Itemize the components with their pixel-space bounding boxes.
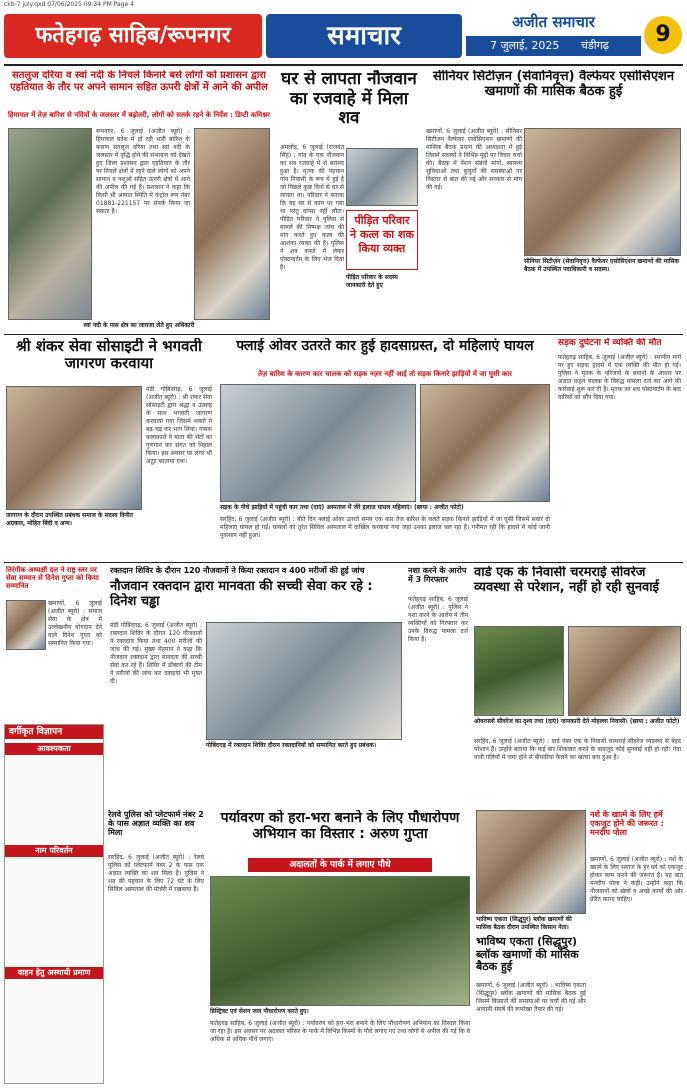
story-flood-alert [4, 70, 274, 332]
accident-car-photo [220, 384, 416, 502]
story-photo [524, 128, 681, 256]
story-headline: वार्ड एक के निवासी चरमराई सीवरेज व्यवस्था से परेशान, नहीं हो रही सुनवाई [474, 566, 660, 595]
issue-date: 7 जुलाई, 2025 [490, 39, 560, 52]
story-headline: नशा करने के आरोप में 3 गिरफ्तार [408, 566, 467, 585]
story-photo-caption: डिस्ट्रिक्ट एवं सेशन जज पौधारोपण करते हुए। [210, 1008, 309, 1015]
story-body: फतेहगढ़ साहिब, 6 जुलाई (अजीत ब्यूरो) : पर्यावरण को हरा-भरा बनाने के लिए पौधारोपण अभियान का विस्तार किया जा रहा है। इस अवसर पर अदालत परिसर के पार्क में विभिन्न किस्मों के पौधे लगाए गए तथा लोगों से अपील की गई कि वे अधिक से अधिक पौधे लगाएं। [210, 1020, 470, 1043]
story-photo-caption: सीनियर सिटीज़न (सेवानिवृत्त) वैल्फेयर एसोसिएशन खमाणों की मासिक बैठक में उपस्थित पदाधिकारी व सदस्य। [524, 258, 680, 273]
story-photo-caption: पीड़ित परिवार के सदस्य जानकारी देते हुए [346, 274, 398, 289]
story-body: सरहिंद, 6 जुलाई (अजीत ब्यूरो) : रेलवे पुलिस को प्लेटफार्म नंबर 2 के पास एक अज्ञात व्यक्ति का शव मिला है। पुलिस ने शव की पहचान के लिए 72 घंटे के लिए सिविल अस्पताल की मोर्चरी में रखवाया है। [108, 854, 204, 893]
story-body: सरहिंद, 6 जुलाई (अजीत ब्यूरो) : बीते दिन फ्लाई ओवर उतरते समय एक कार तेज़ बारिश के चलते सड़क किनारे झाड़ियों में जा घुसी जिसमें सवार दो महिलाएं घायल हो गईं। घायलों को तुरंत सिविल अस्पताल में दाखिल करवाया गया जहां उनका इलाज चल रहा है। गनीमत रही कि हादसे में कोई जानी नुकसान नहीं हुआ। [220, 516, 550, 539]
classified-section-wanted: आवश्यकता [5, 743, 103, 755]
story-senior-citizens [424, 70, 683, 332]
story-sewerage [472, 566, 683, 806]
print-info-bar: ckb-7 july.qxd 07/06/2025 09:34 PM Page 4 [0, 0, 687, 10]
story-missing-youth [278, 70, 420, 332]
story-headline: रेलवे पुलिस को प्लेटफार्म नंबर 2 के पास अज्ञात व्यक्ति का शव मिला [108, 810, 204, 838]
classified-ads [4, 724, 104, 1084]
story-road-death [556, 338, 683, 558]
story-body: फतेहगढ़ साहिब, 6 जुलाई (अजीत ब्यूरो) : पुलिस ने नशा करने के आरोप में तीन व्यक्तियों को गिरफ्तार कर उनके विरुद्ध मामला दर्ज किया है। [408, 596, 468, 643]
story-headline: भाविष्य एकता (सिद्धूपुर) ब्लॉक खमाणों की मासिक बैठक हुई [476, 935, 579, 974]
classified-title: वर्गीकृत विज्ञापन [5, 725, 103, 739]
story-body: सरहिंद, 6 जुलाई (अजीत ब्यूरो) : वार्ड नंबर एक के निवासी चरमराई सीवरेज व्यवस्था से बेहद परेशान हैं। उन्होंने बताया कि कई बार शिकायत करने के बावजूद कोई सुनवाई नहीं हो रही। गंदा पानी गलियों में जमा होने से बीमारियां फैलने का खतरा बना हुआ है। [474, 738, 681, 761]
story-photo [346, 148, 418, 206]
section-divider [4, 562, 683, 563]
story-flyover-accident [218, 338, 552, 558]
residents-photo [568, 626, 681, 716]
issue-city: चंडीगढ़ [580, 39, 609, 52]
flood-photo-left [8, 128, 92, 320]
injured-women-photo [420, 384, 550, 502]
masthead-rule [4, 64, 683, 66]
story-photo-caption: सड़क के नीचे झाड़ियों में पहुंची कार तथा (दाएं) अस्पताल में जेरे इलाज घायल महिलाएं। (छाया : अजीत फोटो) [220, 504, 464, 511]
story-body: फतेहगढ़ साहिब, 6 जुलाई (अजीत ब्यूरो) : स्थानीय मार्ग पर हुए सड़क हादसे में एक व्यक्ति की मौत हो गई। पुलिस ने मृतक के परिजनों के बयानों के आधार पर अज्ञात वाहन चालक के विरुद्ध मामला दर्ज कर आगे की कार्रवाई शुरू कर दी है। मृतक का शव पोस्टमार्टम के बाद वारिसों को सौंप दिया गया। [558, 354, 681, 401]
story-photo-caption: गोबिंदगढ़ में रक्तदान शिविर दौरान रक्तदानियों को सम्मानित करते हुए प्रबंधक। [206, 742, 377, 749]
story-headline: तिरंगीक अध्यक्षी दल ने राष्ट्र स्तर पर सेवा सम्मान से दिनेश गुप्ता को किया सम्मानित [6, 566, 99, 591]
story-body: रूपनगर, 6 जुलाई (अजीत ब्यूरो) : हिमाचल प्रदेश में हो रही भारी बारिश के कारण सतलुज दरिया तथा स्वां नदी के जलस्तर में वृद्धि होने की संभावना को देखते हुए जिला प्रशासन द्वारा एहतियात के तौर पर निचले क्षेत्रों में रहने वाले लोगों को अपने सामान व पशुओं सहित ऊपरी क्षेत्रों में आने की अपील की गई है। प्रशासन ने कहा कि किसी भी आपात स्थिति में कंट्रोल रूम नंबर 01881-221157 पर संपर्क किया जा सकता है। [96, 128, 190, 215]
plantation-photo [210, 876, 470, 1006]
story-headline: नशे के खात्मे के लिए हमें एकजुट होने की जरूरत : मनदीप पोला [590, 810, 664, 838]
masthead-section-title: समाचार [266, 14, 462, 58]
story-photo-caption: स्वां नदी के पास क्षेत्र का जायजा लेते हुए अधिकारी [83, 322, 195, 329]
section-divider [4, 334, 683, 335]
story-plantation [208, 810, 472, 1084]
person-photo [6, 600, 46, 650]
newspaper-logo: अजीत समाचार [512, 13, 595, 31]
story-headline: नौजवान रक्तदान द्वारा मानवता की सच्ची सेवा कर रहे : दिनेश चड्ढा [110, 579, 373, 609]
story-headline: फ्लाई ओवर उतरते कार हुई हादसाग्रस्त, दो महिलाएं घायल [236, 338, 534, 354]
story-body: खमाणों, 6 जुलाई (अजीत ब्यूरो) : सीनियर सिटीज़न वैल्फेयर एसोसिएशन खमाणों की मासिक बैठक प्रधान की अध्यक्षता में हुई जिसमें सदस्यों ने विभिन्न मुद्दों पर विचार चर्चा की। बैठक में पेंशन संबंधी मांगों, स्वास्थ्य सुविधाओं तथा बुजुर्गों की समस्याओं पर विस्तार से बात की गई और सरकार से मांग की गई। [426, 128, 522, 191]
story-photo [206, 622, 402, 740]
issue-date-bar [466, 36, 641, 56]
story-photo-caption: जागरण के दौरान उपस्थित प्रबंधक समाज के सदस्य विनीत अग्रवाल, मोहित बिंदी व अन्य। [6, 512, 133, 527]
story-photo-caption: ओवरफ्लो सीवरेज का दृश्य तथा (दाएं) जानकारी देते मोहल्ला निवासी। (छाया : अजीत फोटो) [474, 718, 680, 725]
story-blood-donation [108, 566, 404, 806]
story-headline: सड़क दुर्घटना में व्यक्ति की मौत [558, 338, 662, 348]
classified-text [5, 755, 103, 845]
story-body: अमलोह, 6 जुलाई (राजवंत सिंह) : गांव के एक नौजवान का शव रजवाहे में से बरामद हुआ है। मृतक की पहचान गांव निवासी के रूप में हुई है जो पिछले कुछ दिनों से घर से लापता था। परिवार ने बताया कि वह घर से काम पर गया था परंतु वापस नहीं लौटा। पीड़ित परिवार ने पुलिस से मामले की निष्पक्ष जांच की मांग करते हुए कत्ल की आशंका व्यक्त की है। पुलिस ने शव कब्जे में लेकर पोस्टमार्टम के लिए भेज दिया है। [280, 144, 344, 271]
masthead [4, 12, 683, 62]
flood-photo-right [194, 128, 270, 320]
story-body: खमाणों, 6 जुलाई (अजीत ब्यूरो) : नशे के खात्मे के लिए समाज के हर वर्ग को एकजुट होकर काम करने की जरूरत है। यह बात मनदीप पोला ने कही। उन्होंने कहा कि नौजवानों को खेलों व अच्छे कार्यों की ओर प्रेरित करना चाहिए। [590, 856, 683, 903]
story-bhagwati-jagran [4, 338, 214, 558]
classified-text [5, 857, 103, 967]
page-number: 9 [644, 16, 682, 54]
story-headline: पर्यावरण को हरा-भरा बनाने के लिए पौधारोपण अभियान का विस्तार : अरुण गुप्ता [220, 810, 460, 843]
story-photo-caption: भाविष्य एकता (सिद्धूपुर) ब्लॉक खमाणों की मासिक बैठक दौरान उपस्थित किसान नेता। [476, 916, 572, 931]
story-anti-drug [590, 810, 683, 1084]
story-body: मंडी गोबिंदगढ़, 6 जुलाई (अजीत ब्यूरो) : श्री शंकर सेवा सोसाइटी द्वारा श्रद्धा व उत्साह के साथ भगवती जागरण करवाया गया जिसमें भक्तों ने बढ़-चढ़ कर भाग लिया। गायक कलाकारों ने माता की भेंटों का गुणगान कर संगत को निहाल किया। इस अवसर पर लंगर भी अटूट बरताया गया। [146, 386, 212, 465]
classified-section-vehicle: वाहन हेतु अस्थायी प्रमाण [5, 967, 103, 979]
story-kicker: रक्तदान शिविर के दौरान 120 नौजवानों ने किया रक्तदान व 400 मरीजों की हुई जांच [110, 566, 365, 575]
story-body: खमाणों, 6 जुलाई (अजीत ब्यूरो) : समाज सेवा के क्षेत्र में उल्लेखनीय योगदान देने वाले दिनेश गुप्ता को सम्मानित किया गया। [48, 600, 102, 647]
story-photo [476, 810, 586, 914]
story-headline: सतलुज दरिया व स्वां नदी के निचले किनारे बसे लोगों को प्रशासन द्वारा एहतियात के तौर पर अपने सामान सहित ऊपरी क्षेत्रों में आने की अपील [10, 70, 268, 93]
story-farmers-meeting [476, 810, 586, 1084]
story-headline: सीनियर सिटीज़न (सेवानिवृत्त) वैल्फेयर एसोसिएशन खमाणों की मासिक बैठक हुई [432, 70, 675, 99]
story-body: मंडी गोबिंदगढ़, 6 जुलाई (अजीत ब्यूरो) : रक्तदान शिविर के दौरान 120 नौजवानों ने रक्तदान किया तथा 400 मरीजों की जांच की गई। मुख्य मेहमान ने कहा कि नौजवान रक्तदान द्वारा मानवता की सच्ची सेवा कर रहे हैं। शिविर में डॉक्टरों की टीम ने मरीजों की जांच कर दवाइयां भी मुफ्त दीं। [110, 622, 202, 685]
story-headline: घर से लापता नौजवान का रजवाहे में मिला शव [281, 70, 417, 129]
story-body: खमाणों, 6 जुलाई (अजीत ब्यूरो) : भाविष्य एकता (सिद्धूपुर) ब्लॉक खमाणों की मासिक बैठक हुई जिसमें किसानों की समस्याओं पर चर्चा की गई और आगामी संघर्ष की रूपरेखा तैयार की गई। [476, 982, 586, 1013]
story-photo [6, 386, 142, 510]
masthead-region-title: फतेहगढ़ साहिब/रूपनगर [4, 14, 262, 58]
masthead-brand-block [466, 12, 683, 62]
classified-text [5, 979, 103, 1059]
story-pull-quote: पीड़ित परिवार ने कत्ल का शक किया व्यक्त [346, 210, 418, 270]
story-subhead: हिमाचल में तेज़ बारिश से नदियों के जलस्तर में बढ़ोतरी, लोगों को सतर्क रहने के निर्देश : डिप्टी कमिश्नर [7, 111, 271, 119]
story-subhead: अदालतों के पार्क में लगाए पौधे [248, 858, 432, 872]
story-headline: श्री शंकर सेवा सोसाइटी ने भगवती जागरण करवाया [16, 338, 202, 373]
sewerage-photo [474, 626, 564, 716]
story-subhead: तेज़ बारिश के कारण कार चालक को सड़क नज़र नहीं आई तो सड़क किनारे झाड़ियों में जा घुसी कार [257, 370, 513, 378]
story-honor [4, 566, 104, 720]
story-railway-body [108, 810, 204, 1084]
story-arrest [408, 566, 468, 716]
classified-section-name-change: नाम परिवर्तन [5, 845, 103, 857]
